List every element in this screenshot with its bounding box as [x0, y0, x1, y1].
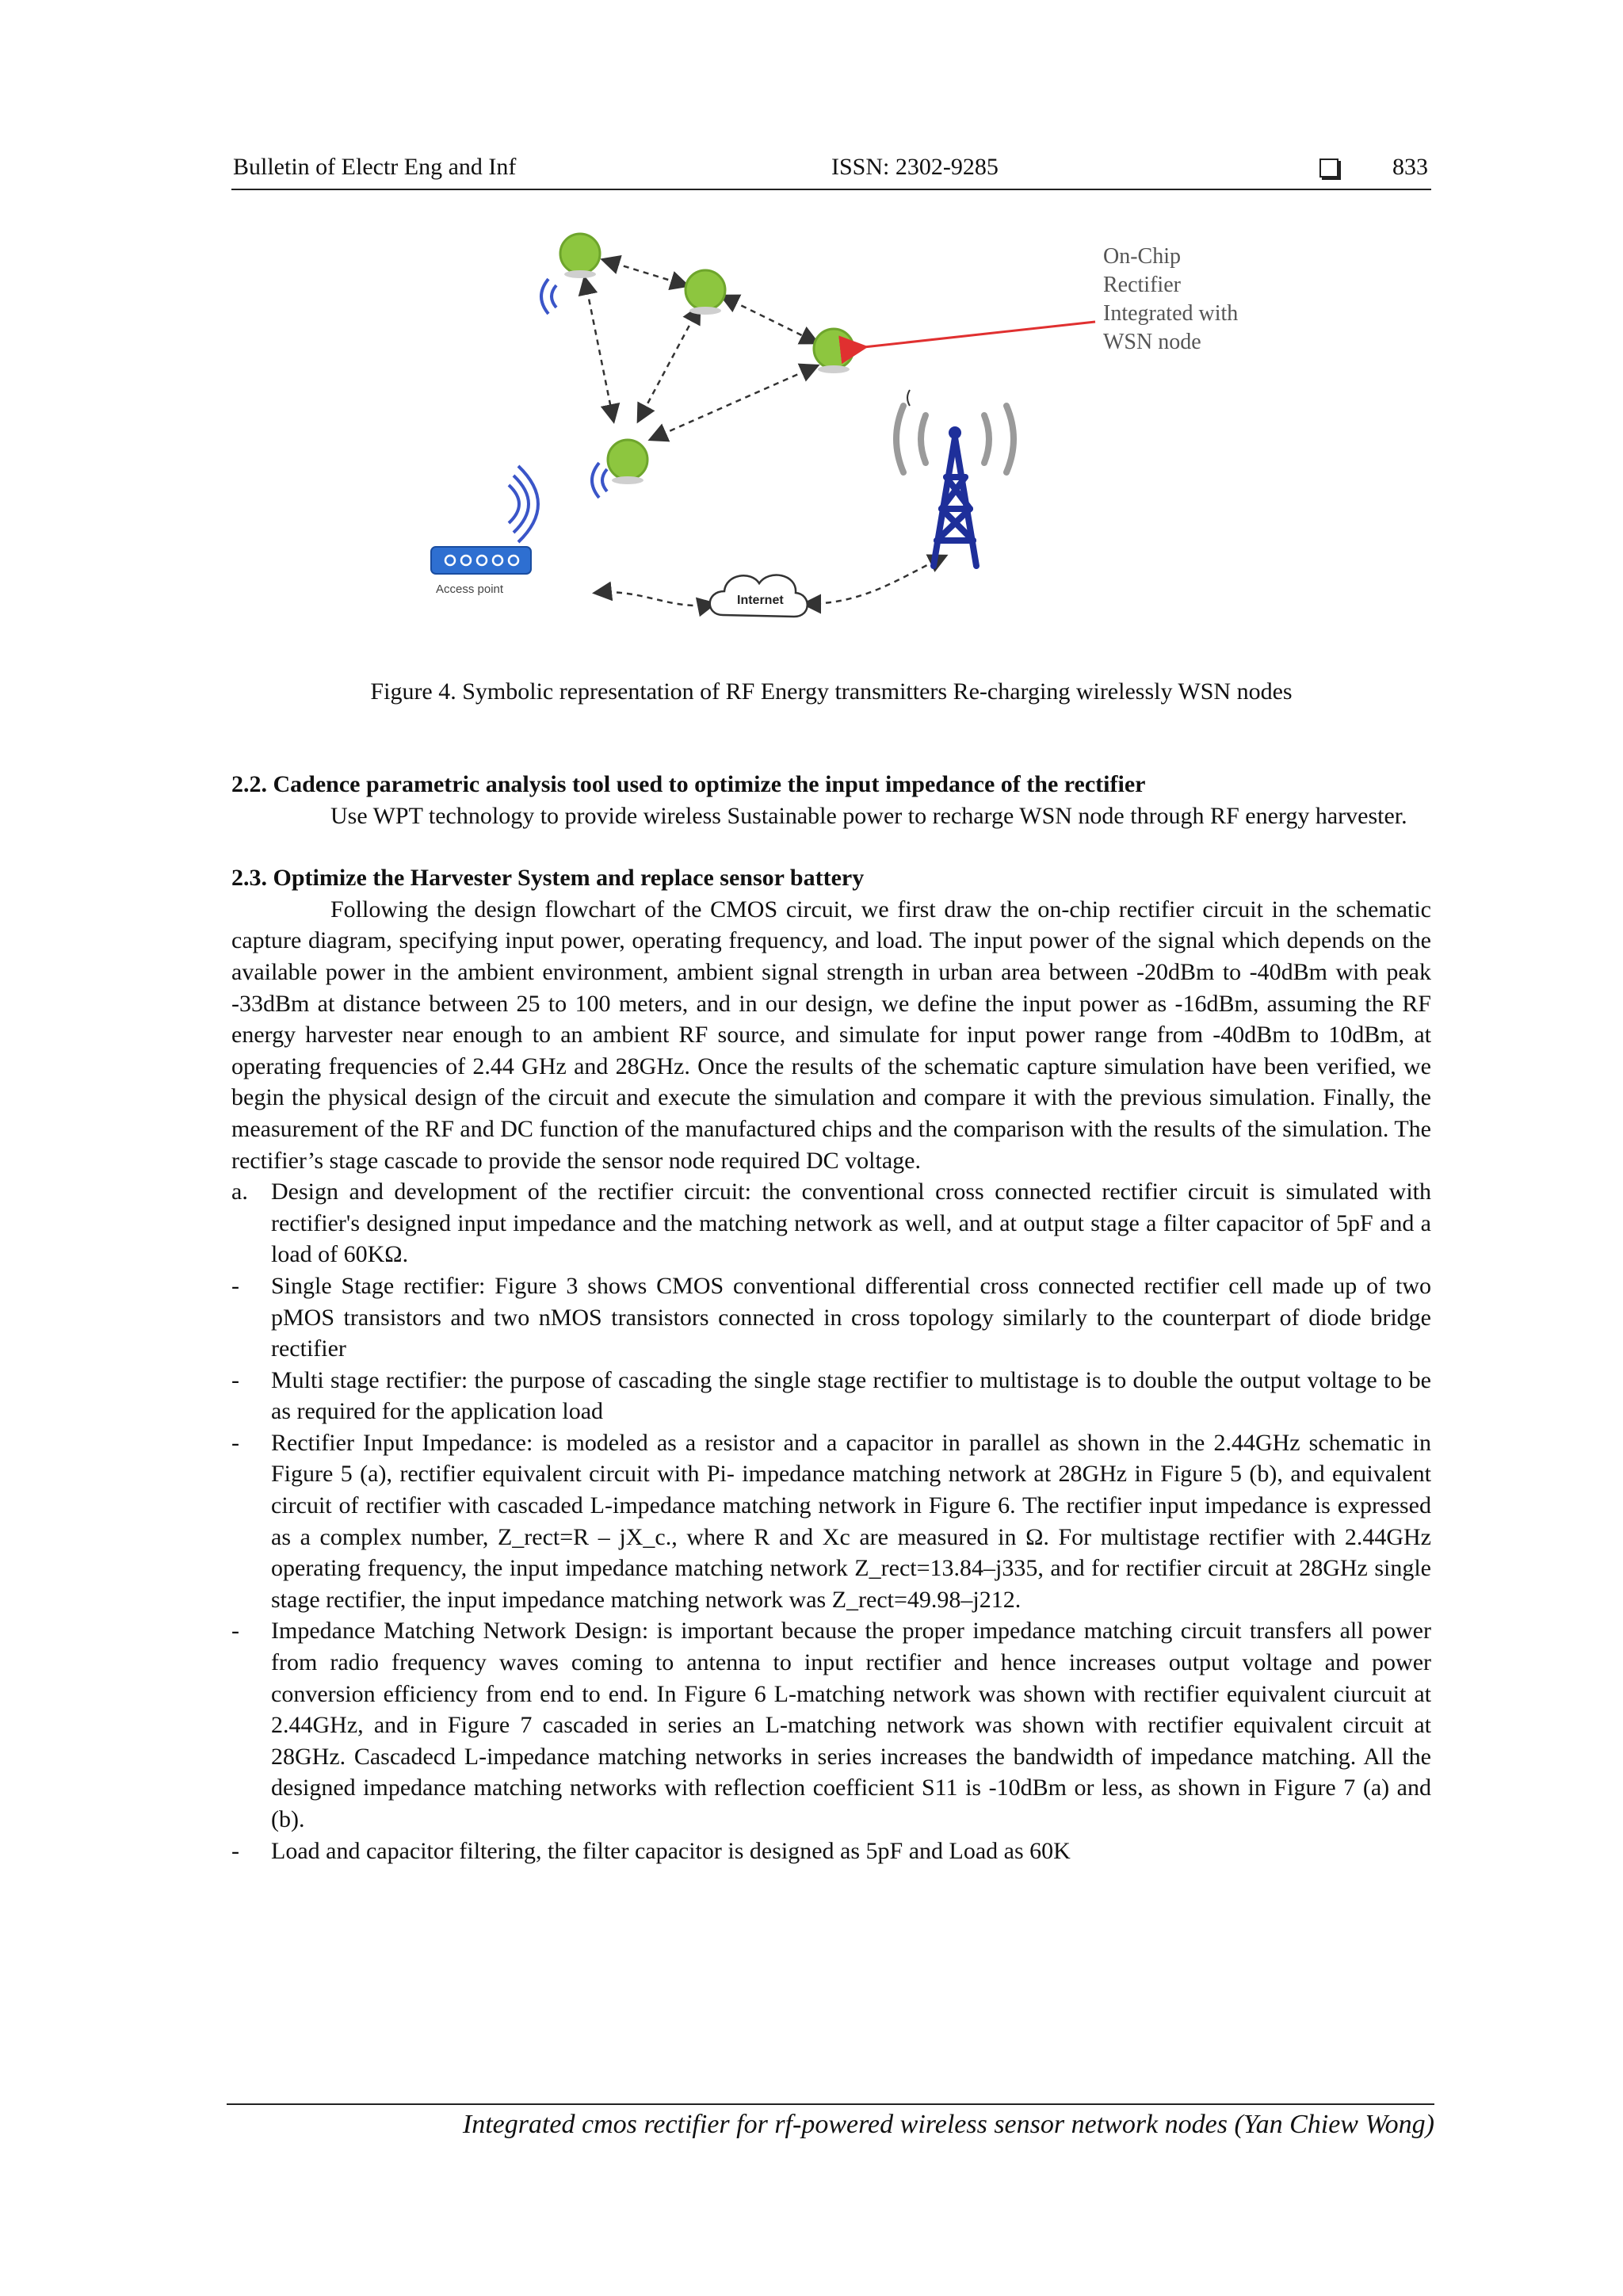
figure-4: [420, 208, 1276, 651]
svg-text:On-Chip: On-Chip: [1103, 244, 1181, 269]
list-item-text: Load and capacitor filtering, the filter capacitor is designed as 5pF and Load as 60K: [271, 1837, 1071, 1864]
section-paragraph-2-3: Following the design flowchart of the CMOS circuit, we first draw the on-chip rectifier circuit in the schematic capture diagram, specifying input power, operating frequency, and load. The input power of the signal which depends on the available power in the ambient environment, ambient signal strength in urban area between -20dBm to -40dBm with peak -33dBm at distance between 25 to 100 meters, and in our design, we define the input power as -16dBm, assuming the RF energy harvester near enough to an ambient RF source, and simulate for input power range from -40dBm to 10dBm, at operating frequencies of 2.44 GHz and 28GHz. Once the results of the schematic capture simulation have been verified, we begin the physical design of the circuit and execute the simulation and compare it with the previous simulation. Finally, the measurement of the RF and DC function of the manufactured chips and the comparison with the results of the simulation. The rectifier’s stage cascade to provide the sensor node required DC voltage.: [231, 896, 1431, 1174]
svg-text:Integrated with: Integrated with: [1103, 301, 1239, 326]
list-item: [231, 1270, 1431, 1365]
running-header: [231, 154, 1431, 190]
list-marker: -: [231, 1272, 239, 1299]
node-links: [585, 260, 945, 606]
list-item-text: Multi stage rectifier: the purpose of cascading the single stage rectifier to multistage is to double the output voltage to be as required for the application load: [271, 1366, 1431, 1425]
checkbox-square-icon: [1319, 159, 1338, 178]
wsn-network-diagram: [420, 208, 1276, 651]
journal-name: Bulletin of Electr Eng and Inf: [233, 154, 517, 180]
list-marker: a.: [231, 1179, 248, 1205]
list-item-text: Single Stage rectifier: Figure 3 shows CMOS conventional differential cross connected rectifier cell made up of two pMOS transistors and two nMOS transistors connected in cross topology similarly to the counterpart of diode bridge rectifier: [271, 1272, 1431, 1362]
list-item-text: Design and development of the rectifier circuit: the conventional cross connected rectifier circuit is simulated with rectifier's designed input impedance and the matching network as well, and at output stage a filter capacitor of 5pF and a load of 60KΩ.: [271, 1179, 1431, 1268]
list-item-text: Rectifier Input Impedance: is modeled as a resistor and a capacitor in parallel as shown in the 2.44GHz schematic in Figure 5 (a), rectifier equivalent circuit with Pi- impedance matching network at 28GHz in Figure 5 (b), and equivalent circuit of rectifier with cascaded L-impedance matching network in Figure 6. The rectifier input impedance is expressed as a complex number, Z_rect=R – jX_c., where R and Xc are measured in Ω. For multistage rectifier with 2.44GHz operating frequency, the input impedance matching network Z_rect=13.84–j335, and for rectifier circuit at 28GHz single stage rectifier, the input impedance matching network was Z_rect=49.98–j212.: [271, 1429, 1431, 1613]
callout-label: [1103, 244, 1238, 354]
list-item: [231, 1176, 1431, 1270]
running-footer: Integrated cmos rectifier for rf-powered wireless sensor network nodes (Yan Chiew Wong): [227, 2103, 1434, 2140]
list-marker: -: [231, 1618, 239, 1645]
wsn-node-3: [814, 329, 854, 373]
section-heading-2-3: 2.3. Optimize the Harvester System and replace sensor battery: [231, 865, 865, 892]
svg-text:Access point: Access point: [436, 583, 504, 596]
access-point-icon: [431, 466, 538, 596]
list-marker: -: [231, 1837, 239, 1864]
wsn-node-1: [560, 234, 600, 278]
list-item: [231, 1836, 1431, 1867]
wsn-node-2: [685, 270, 725, 315]
list-marker: -: [231, 1366, 239, 1393]
radio-tower-icon: [896, 390, 1014, 566]
section-paragraph-2-2: Use WPT technology to provide wireless Sustainable power to recharge WSN node through RF energy harvester.: [330, 802, 1407, 829]
figure-caption: Figure 4. Symbolic representation of RF Energy transmitters Re-charging wirelessly WSN nodes: [370, 678, 1293, 705]
list-marker: -: [231, 1429, 239, 1456]
svg-text:WSN node: WSN node: [1103, 330, 1201, 354]
node-wave-icon: [541, 279, 607, 498]
page-number: 833: [1392, 154, 1428, 180]
svg-text:Internet: Internet: [737, 594, 784, 607]
issn: ISSN: 2302-9285: [831, 154, 999, 180]
callout-arrow: [864, 322, 1095, 347]
list-item: [231, 1427, 1431, 1616]
section-heading-2-2: 2.2. Cadence parametric analysis tool used to optimize the input impedance of the rectifier: [231, 771, 1146, 797]
body-text: [231, 769, 1431, 1866]
list-item-text: Impedance Matching Network Design: is important because the proper impedance matching circuit transfers all power from radio frequency waves coming to antenna to input rectifier and hence increases output voltage and power conversion efficiency from end to end. In Figure 6 L-matching network was shown with rectifier equivalent ciurcuit at 2.44GHz, and in Figure 7 cascaded in series an L-matching network was shown with rectifier equivalent circuit at 28GHz. Cascadecd L-impedance matching networks in series increases the bandwidth of impedance matching. All the designed impedance matching networks with reflection coefficient S11 is -10dBm or less, as shown in Figure 7 (a) and (b).: [271, 1618, 1431, 1832]
wsn-node-4: [608, 440, 647, 484]
svg-text:Rectifier: Rectifier: [1103, 273, 1181, 297]
internet-cloud-icon: [710, 575, 808, 617]
list-item: [231, 1365, 1431, 1427]
list-item: [231, 1615, 1431, 1835]
